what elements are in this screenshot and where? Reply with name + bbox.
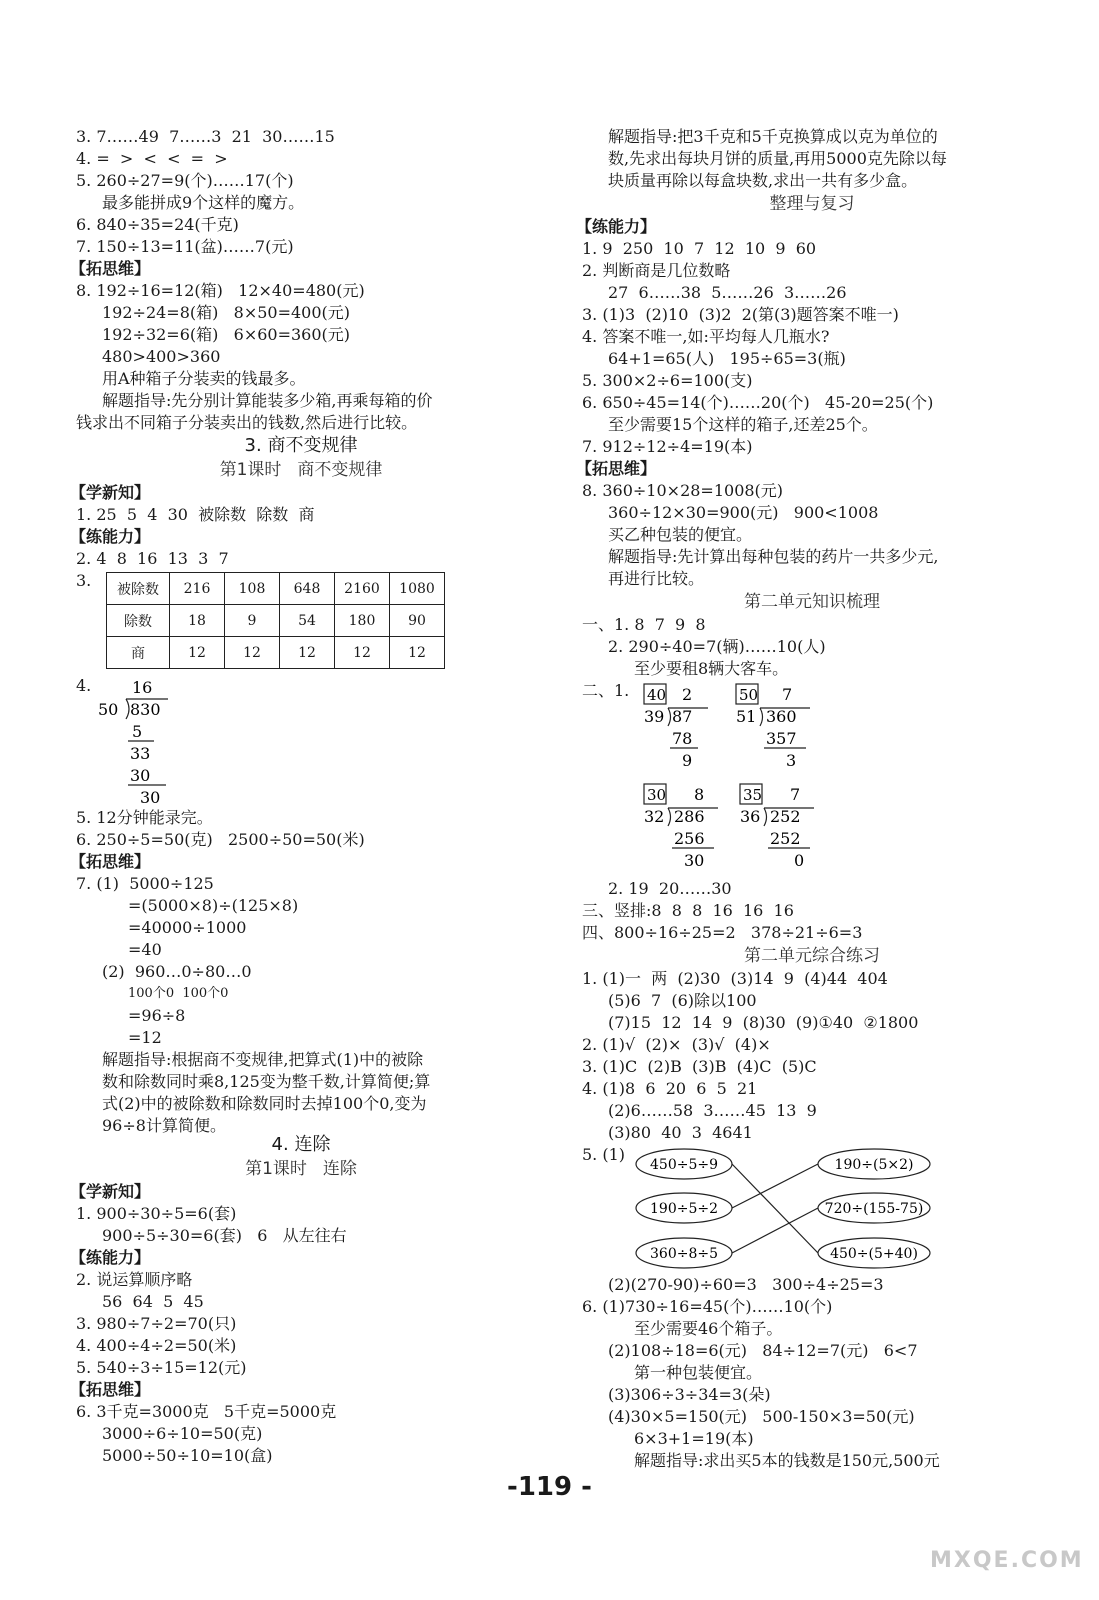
match-line [732, 1208, 818, 1253]
answer-line: 1. 9 250 10 7 12 10 9 60 [582, 239, 817, 258]
answer-line: 64+1=65(人) 195÷65=3(瓶) [608, 349, 846, 368]
division-dividend: 830 [130, 700, 161, 719]
answer-line: 56 64 5 45 [102, 1292, 204, 1311]
table-cell: 商 [107, 637, 170, 669]
answer-line: 第一种包装便宜。 [634, 1363, 763, 1382]
answer-line: 2. 4 8 16 13 3 7 [76, 549, 229, 568]
table-cell: 9 [225, 605, 280, 637]
answer-line: 至少要租8辆大客车。 [634, 659, 789, 678]
answer-line: 用A种箱子分装卖的钱最多。 [102, 369, 306, 388]
quotient-table [106, 572, 445, 669]
answer-line: 7. 150÷13=11(盆)……7(元) [76, 237, 294, 256]
answer-line: =(5000×8)÷(125×8) [128, 896, 299, 915]
answer-line: 6. 250÷5=50(克) 2500÷50=50(米) [76, 830, 365, 849]
division-divisor: 32 [644, 807, 665, 826]
division-bracket [760, 708, 763, 726]
hint-line: 解题指导:求出买5本的钱数是150元,500元 [634, 1451, 940, 1470]
answer-line: 900÷5÷30=6(套) 6 从左往右 [102, 1226, 347, 1245]
answer-line: (5)6 7 (6)除以100 [608, 991, 757, 1010]
table-cell: 90 [390, 605, 445, 637]
division-step: 252 [770, 829, 801, 848]
lesson-title: 第1课时 商不变规律 [219, 460, 383, 480]
answer-line: 1. (1)一 两 (2)30 (3)14 9 (4)44 404 [582, 969, 888, 988]
answer-line: (4)30×5=150(元) 500-150×3=50(元) [608, 1407, 915, 1426]
check-box-value: 30 [647, 786, 667, 804]
section-title: 3. 商不变规律 [244, 435, 358, 456]
section-title: 第二单元综合练习 [744, 946, 880, 966]
section-title: 第二单元知识梳理 [744, 592, 880, 612]
answer-line: =12 [128, 1028, 162, 1047]
division-step: 256 [674, 829, 705, 848]
expression-right: 190÷(5×2) [834, 1157, 914, 1173]
division-step: 30 [130, 766, 151, 785]
lesson-title: 第1课时 连除 [245, 1159, 357, 1179]
hint-line: 解题指导:先计算出每种包装的药片一共多少元, [608, 547, 939, 566]
table-cell: 54 [280, 605, 335, 637]
division-quotient: 8 [694, 785, 705, 804]
section-tag: 【练能力】 [576, 217, 657, 236]
table-cell: 180 [335, 605, 390, 637]
division-remainder: 9 [682, 751, 693, 770]
answer-line: (3)306÷3÷34=3(朵) [608, 1385, 771, 1404]
answer-line: 360÷12×30=900(元) 900<1008 [608, 503, 879, 522]
table-cell: 18 [170, 605, 225, 637]
page-number: -119 - [507, 1472, 592, 1502]
table-cell: 12 [335, 637, 390, 669]
question-label: 3. [76, 571, 92, 590]
answer-line: =96÷8 [128, 1006, 186, 1025]
expression-left: 190÷5÷2 [650, 1201, 718, 1217]
table-cell: 12 [280, 637, 335, 669]
division-checks-diagram [638, 680, 878, 878]
division-dividend: 286 [674, 807, 705, 826]
answer-line: 6×3+1=19(本) [634, 1429, 754, 1448]
hint-line: 解题指导:把3千克和5千克换算成以克为单位的 [608, 127, 938, 146]
answer-line: 至少需要15个这样的箱子,还差25个。 [608, 415, 878, 434]
section-tag: 【拓思维】 [70, 1380, 151, 1399]
division-remainder: 0 [794, 851, 805, 870]
table-cell: 2160 [335, 573, 390, 605]
answer-line: 4. 答案不唯一,如:平均每人几瓶水? [582, 327, 830, 346]
answer-line: 四、800÷16÷25=2 378÷21÷6=3 [582, 923, 863, 942]
division-bracket [668, 808, 671, 826]
division-check [740, 784, 814, 870]
answer-line: 5. 260÷27=9(个)……17(个) [76, 171, 294, 190]
answer-line: 5000÷50÷10=10(盒) [102, 1446, 273, 1465]
check-box-value: 35 [743, 786, 763, 804]
division-step: 78 [672, 729, 693, 748]
hint-line: 再进行比较。 [608, 569, 705, 588]
division-check [644, 784, 718, 870]
long-division-diagram [96, 675, 296, 807]
table-cell: 648 [280, 573, 335, 605]
answer-line: (7)15 12 14 9 (8)30 (9)①40 ②1800 [608, 1013, 919, 1032]
answer-line: (2) 960…0÷80…0 [102, 962, 252, 981]
answer-line: 5. 300×2÷6=100(支) [582, 371, 753, 390]
answer-line: 买乙种包装的便宜。 [608, 525, 753, 544]
table-cell: 12 [390, 637, 445, 669]
answer-line: 192÷32=6(箱) 6×60=360(元) [102, 325, 351, 344]
division-remainder: 3 [786, 751, 797, 770]
answer-line: (2)6……58 3……45 13 9 [608, 1101, 817, 1120]
check-box-value: 50 [739, 686, 759, 704]
answer-line: 6. 840÷35=24(千克) [76, 215, 239, 234]
match-line [732, 1164, 818, 1208]
division-divisor: 39 [644, 707, 665, 726]
division-bracket [126, 699, 129, 719]
answer-line: 2. 290÷40=7(辆)……10(人) [608, 637, 826, 656]
division-bracket [668, 708, 671, 726]
division-dividend: 360 [766, 707, 797, 726]
answer-line: 至少需要46个箱子。 [634, 1319, 783, 1338]
question-label: 4. [76, 676, 92, 695]
answer-line: 2. (1)√ (2)× (3)√ (4)× [582, 1035, 771, 1054]
answer-line: 最多能拼成9个这样的魔方。 [102, 193, 305, 212]
division-divisor: 50 [98, 700, 119, 719]
section-tag: 【练能力】 [70, 1248, 151, 1267]
expression-left: 360÷8÷5 [650, 1246, 718, 1262]
answer-line: =40 [128, 940, 162, 959]
division-step: 30 [140, 788, 161, 807]
division-quotient: 7 [790, 785, 801, 804]
division-dividend: 252 [770, 807, 801, 826]
match-line [732, 1164, 818, 1253]
right-column [576, 126, 1042, 1472]
answer-line: 3. (1)C (2)B (3)B (4)C (5)C [582, 1057, 817, 1076]
section-tag: 【拓思维】 [70, 852, 151, 871]
table-cell: 被除数 [107, 573, 170, 605]
hint-line: 解题指导:先分别计算能装多少箱,再乘每箱的价 [102, 391, 433, 410]
section-tag: 【拓思维】 [70, 259, 151, 278]
section-tag: 【学新知】 [70, 483, 151, 502]
expression-right: 450÷(5+40) [830, 1246, 918, 1262]
division-divisor: 51 [736, 707, 757, 726]
answer-line: 一、1. 8 7 9 8 [582, 615, 706, 634]
section-title: 4. 连除 [271, 1134, 331, 1155]
answer-line: 1. 900÷30÷5=6(套) [76, 1204, 237, 1223]
hint-line: 钱求出不同箱子分装卖出的钱数,然后进行比较。 [76, 413, 418, 432]
answer-line: 4. = > < < = > [76, 149, 228, 168]
table-cell: 1080 [390, 573, 445, 605]
matching-block [582, 1144, 1042, 1274]
watermark-text: MXQE.COM [930, 1548, 1084, 1573]
division-bracket [764, 808, 767, 826]
left-column [70, 126, 526, 1467]
hint-line: 96÷8计算简便。 [102, 1116, 226, 1135]
table-cell: 12 [170, 637, 225, 669]
answer-line: 8. 360÷10×28=1008(元) [582, 481, 784, 500]
answer-line: 100个0 100个0 [128, 986, 229, 1001]
division-check [644, 684, 708, 770]
division-step: 33 [130, 744, 151, 763]
hint-line: 式(2)中的被除数和除数同时去掉100个0,变为 [102, 1094, 427, 1113]
matching-diagram [632, 1144, 992, 1274]
hint-line: 解题指导:根据商不变规律,把算式(1)中的被除 [102, 1050, 424, 1069]
answer-line: 2. 判断商是几位数略 [582, 261, 731, 280]
answer-line: 6. 650÷45=14(个)……20(个) 45-20=25(个) [582, 393, 934, 412]
section-tag: 【拓思维】 [576, 459, 657, 478]
answer-line: 6. (1)730÷16=45(个)……10(个) [582, 1297, 833, 1316]
table-cell: 216 [170, 573, 225, 605]
section-tag: 【学新知】 [70, 1182, 151, 1201]
division-checks-block [582, 680, 1042, 878]
answer-line: 3. 7……49 7……3 21 30……15 [76, 127, 335, 146]
answer-line: (2)(270-90)÷60=3 300÷4÷25=3 [608, 1275, 884, 1294]
answer-line: 6. 3千克=3000克 5千克=5000克 [76, 1402, 337, 1421]
answer-line: 3. 980÷7÷2=70(只) [76, 1314, 237, 1333]
answer-line: 2. 说运算顺序略 [76, 1270, 193, 1289]
answer-line: 4. (1)8 6 20 6 5 21 [582, 1079, 758, 1098]
answer-line: =40000÷1000 [128, 918, 247, 937]
question-label: 5. (1) [582, 1145, 626, 1164]
hint-line: 数,先求出每块月饼的质量,再用5000克先除以每 [608, 149, 947, 168]
section-tag: 【练能力】 [70, 527, 151, 546]
answer-line: 2. 19 20……30 [608, 879, 732, 898]
answer-line: 8. 192÷16=12(箱) 12×40=480(元) [76, 281, 365, 300]
division-quotient: 16 [132, 678, 153, 697]
hint-line: 块质量再除以每盒块数,求出一共有多少盒。 [608, 171, 918, 190]
division-step: 5 [132, 722, 143, 741]
answer-line: 480>400>360 [102, 347, 221, 366]
answer-line: 27 6……38 5……26 3……26 [608, 283, 847, 302]
table-cell: 12 [225, 637, 280, 669]
answer-line: 3. (1)3 (2)10 (3)2 2(第(3)题答案不唯一) [582, 305, 899, 324]
answer-line: 5. 540÷3÷15=12(元) [76, 1358, 247, 1377]
question-label: 二、1. [582, 681, 630, 700]
division-quotient: 2 [682, 685, 693, 704]
division-divisor: 36 [740, 807, 761, 826]
answer-line: (3)80 40 3 4641 [608, 1123, 753, 1142]
long-division-block [76, 675, 526, 807]
answer-line: 5. 12分钟能录完。 [76, 808, 213, 827]
answer-line: 7. 912÷12÷4=19(本) [582, 437, 753, 456]
answer-line: 1. 25 5 4 30 被除数 除数 商 [76, 505, 315, 524]
answer-line: 7. (1) 5000÷125 [76, 874, 214, 893]
division-check [736, 684, 810, 770]
division-step: 357 [766, 729, 797, 748]
table-cell: 108 [225, 573, 280, 605]
answer-line: 4. 400÷4÷2=50(米) [76, 1336, 237, 1355]
answer-line: 192÷24=8(箱) 8×50=400(元) [102, 303, 351, 322]
answer-line: (2)108÷18=6(元) 84÷12=7(元) 6<7 [608, 1341, 918, 1360]
hint-line: 数和除数同时乘8,125变为整千数,计算简便;算 [102, 1072, 431, 1091]
answer-line: 三、竖排:8 8 8 16 16 16 [582, 901, 794, 920]
division-remainder: 30 [684, 851, 705, 870]
expression-left: 450÷5÷9 [650, 1157, 718, 1173]
division-quotient: 7 [782, 685, 793, 704]
answer-line: 3000÷6÷10=50(克) [102, 1424, 263, 1443]
expression-right: 720÷(155-75) [824, 1201, 924, 1217]
table-cell: 除数 [107, 605, 170, 637]
section-title: 整理与复习 [769, 194, 855, 214]
division-dividend: 87 [672, 707, 693, 726]
check-box-value: 40 [647, 686, 667, 704]
